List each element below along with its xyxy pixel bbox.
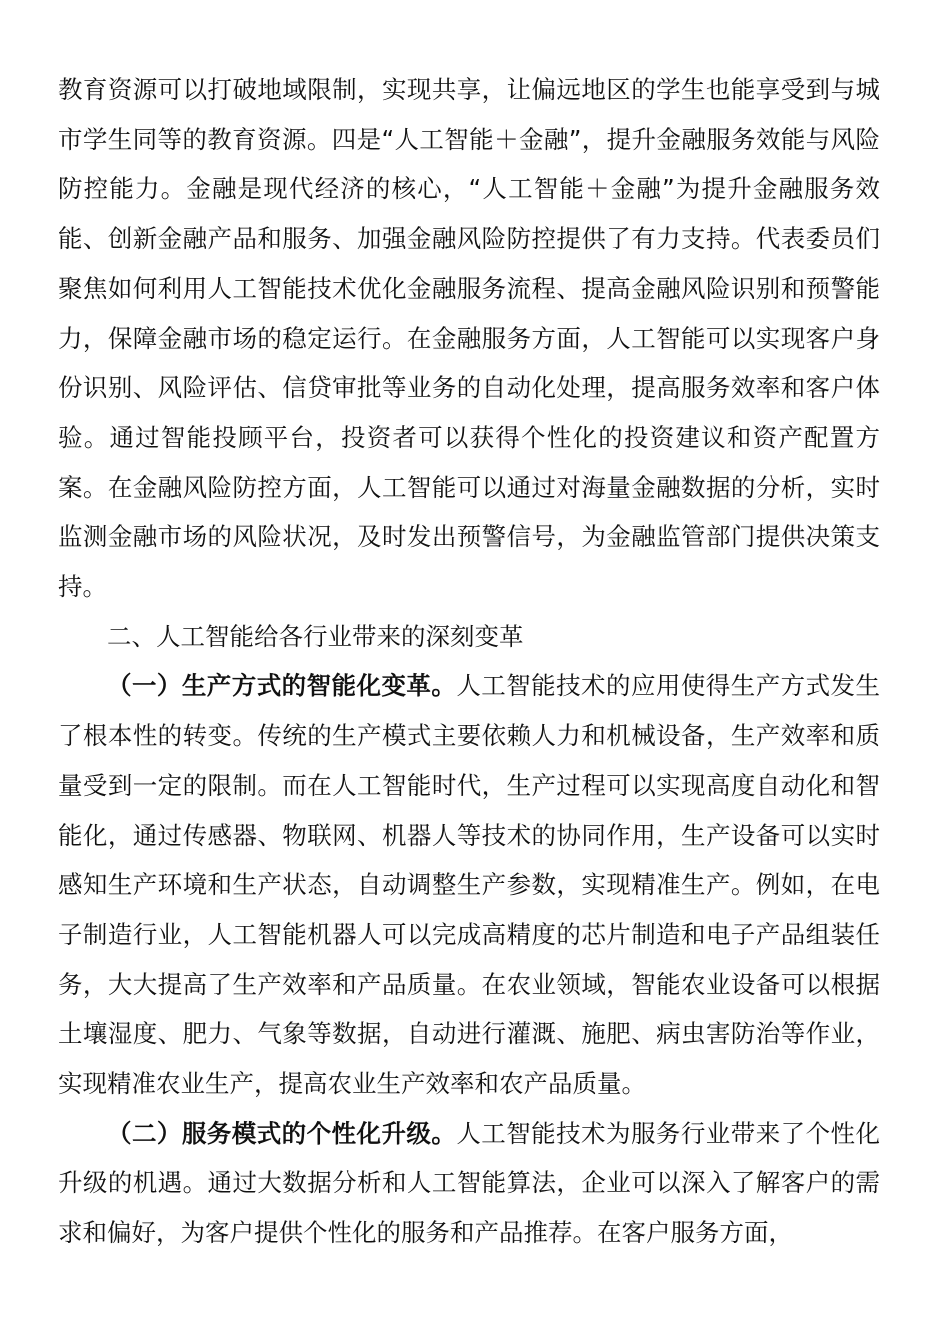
section-heading — [58, 612, 880, 662]
paragraph-production — [58, 661, 880, 1108]
subheading-service: （二）服务模式的个性化升级。 — [107, 1118, 457, 1148]
paragraph-text: 人工智能技术为服务行业带来了个性化升级的机遇。通过大数据分析和人工智能算法，企业可以深入了解客户的需求和偏好，为客户提供个性化的服务和产品推荐。在客户服务方面， — [58, 1118, 881, 1248]
paragraph-service — [58, 1109, 880, 1258]
paragraph-continuation — [58, 65, 880, 612]
section-heading-text: 二、人工智能给各行业带来的深刻变革 — [107, 621, 524, 651]
paragraph-text: 人工智能技术的应用使得生产方式发生了根本性的转变。传统的生产模式主要依赖人力和机械设备，生产效率和质量受到一定的限制。而在人工智能时代，生产过程可以实现高度自动化和智能化，通过传感器、物联网、机器人等技术的协同作用，生产设备可以实时感知生产环境和生产状态，自动调整生产参数，实现精准生产。例如，在电子制造行业，人工智能机器人可以完成高精度的芯片制造和电子产品组装任务，大大提高了生产效率和产品质量。在农业领域，智能农业设备可以根据土壤湿度、肥力、气象等数据，自动进行灌溉、施肥、病虫害防治等作业，实现精准农业生产，提高农业生产效率和农产品质量。 — [58, 671, 881, 1099]
document-page — [58, 65, 880, 1258]
paragraph-text: 教育资源可以打破地域限制，实现共享，让偏远地区的学生也能享受到与城市学生同等的教育资源。四是“人工智能＋金融”，提升金融服务效能与风险防控能力。金融是现代经济的核心，“人工智能＋金融”为提升金融服务效能、创新金融产品和服务、加强金融风险防控提供了有力支持。代表委员们聚焦如何利用人工智能技术优化金融服务流程、提高金融风险识别和预警能力，保障金融市场的稳定运行。在金融服务方面，人工智能可以实现客户身份识别、风险评估、信贷审批等业务的自动化处理，提高服务效率和客户体验。通过智能投顾平台，投资者可以获得个性化的投资建议和资产配置方案。在金融风险防控方面，人工智能可以通过对海量金融数据的分析，实时监测金融市场的风险状况，及时发出预警信号，为金融监管部门提供决策支持。 — [58, 75, 880, 602]
subheading-production: （一）生产方式的智能化变革。 — [107, 671, 457, 701]
